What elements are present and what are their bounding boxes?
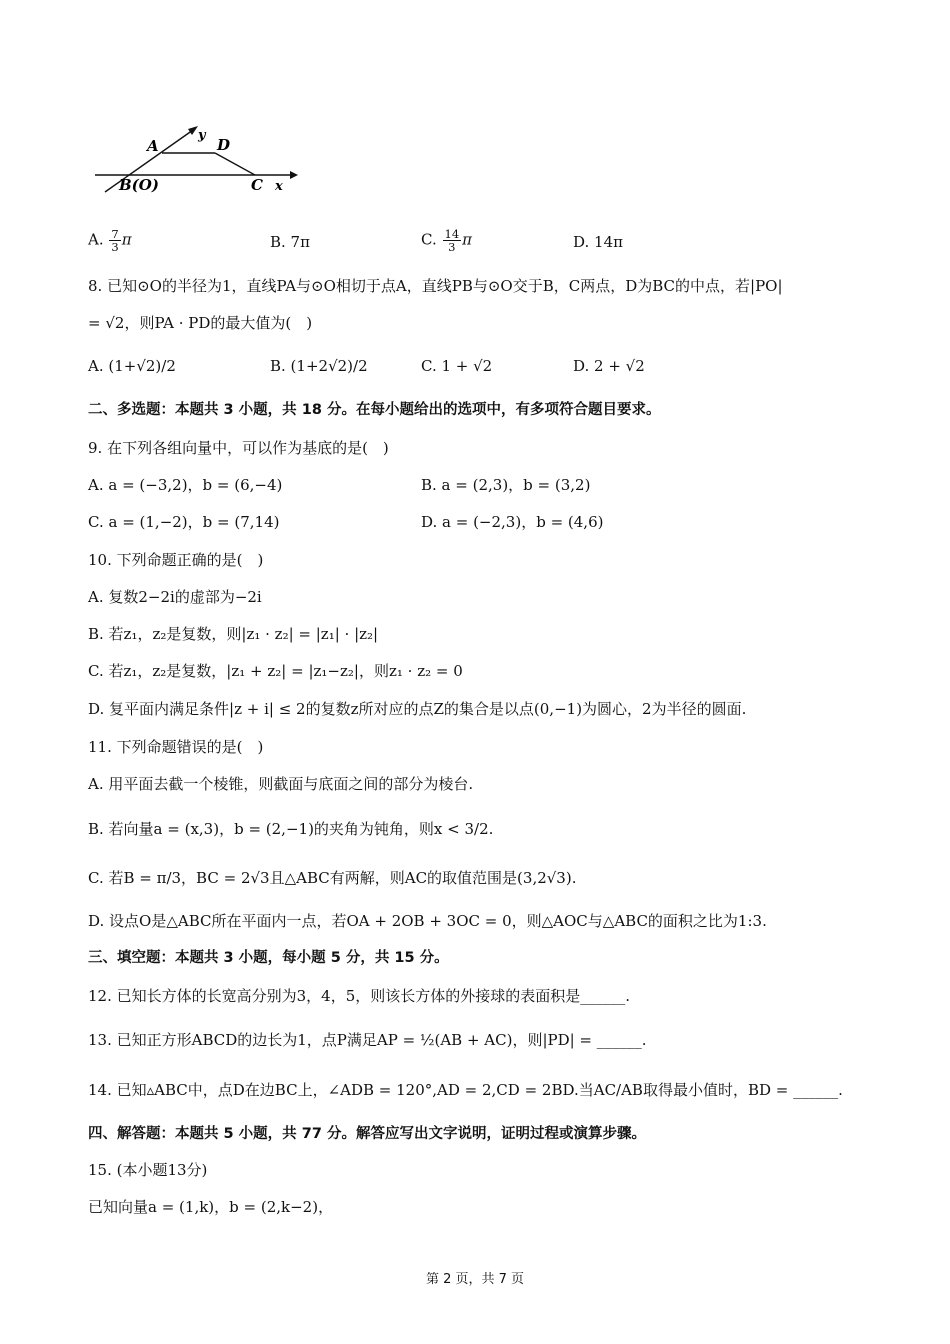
q8-option-d[interactable]: D. 2 + √2 — [573, 357, 645, 375]
segment-DC — [215, 153, 255, 175]
q10-option-d[interactable]: D. 复平面内满足条件|z + i| ≤ 2的复数z所对应的点Z的集合是以点(0,−1)为圆心，2为半径的圆面. — [88, 700, 747, 718]
section-3-heading: 三、填空题：本题共 3 小题，每小题 5 分，共 15 分。 — [88, 950, 449, 966]
q8-option-c[interactable]: C. 1 + √2 — [421, 357, 493, 375]
q8-option-b[interactable]: B. (1+2√2)/2 — [270, 357, 368, 375]
label-x: x — [275, 179, 283, 194]
page-footer: 第 2 页，共 7 页 — [425, 1272, 525, 1287]
q13-stem: 13. 已知正方形ABCD的边长为1，点P满足AP = ½(AB + AC)，则|PD| = ______. — [88, 1031, 647, 1049]
q14-stem: 14. 已知▵ABC中，点D在边BC上，∠ADB = 120°,AD = 2,CD = 2BD.当AC/AB取得最小值时，BD = ______. — [88, 1081, 843, 1099]
q12-stem: 12. 已知长方体的长宽高分别为3，4，5，则该长方体的外接球的表面积是______. — [88, 987, 631, 1005]
label-BO: B(O) — [119, 176, 159, 194]
q10-option-a[interactable]: A. 复数2−2i的虚部为−2i — [88, 588, 262, 606]
trapezoid-figure — [95, 122, 300, 202]
label-C: C — [251, 176, 263, 194]
q15-stem: 已知向量a = (1,k)，b = (2,k−2)， — [88, 1198, 334, 1216]
section-2-heading: 二、多选题：本题共 3 小题，共 18 分。在每小题给出的选项中，有多项符合题目要求。 — [88, 402, 661, 418]
y-axis-arrow — [188, 126, 198, 135]
q9-option-a[interactable]: A. a = (−3,2)，b = (6,−4) — [88, 476, 283, 494]
q9-option-b[interactable]: B. a = (2,3)，b = (3,2) — [421, 476, 591, 494]
q10-option-c[interactable]: C. 若z₁，z₂是复数，|z₁ + z₂| = |z₁−z₂|，则z₁ · z₂ = 0 — [88, 662, 463, 680]
q9-option-d[interactable]: D. a = (−2,3)，b = (4,6) — [421, 513, 604, 531]
q8-option-a[interactable]: A. (1+√2)/2 — [88, 357, 176, 375]
q9-option-c[interactable]: C. a = (1,−2)，b = (7,14) — [88, 513, 280, 531]
x-axis-arrow — [290, 171, 298, 179]
label-y: y — [198, 128, 206, 143]
label-D: D — [217, 136, 231, 154]
section-4-heading: 四、解答题：本题共 5 小题，共 77 分。解答应写出文字说明，证明过程或演算步骤。 — [88, 1126, 646, 1142]
q8-stem-line2: = √2，则PA · PD的最大值为( ) — [88, 314, 313, 332]
q8-stem-line1: 8. 已知⊙O的半径为1，直线PA与⊙O相切于点A，直线PB与⊙O交于B，C两点，D为BC的中点，若|PO| — [88, 277, 783, 295]
q10-stem: 10. 下列命题正确的是( ) — [88, 551, 264, 569]
label-A: A — [147, 137, 159, 155]
q9-stem: 9. 在下列各组向量中，可以作为基底的是( ) — [88, 439, 389, 457]
q7-option-d[interactable]: D. 14π — [573, 233, 623, 251]
q7-option-b[interactable]: B. 7π — [270, 233, 310, 251]
q11-option-d[interactable]: D. 设点O是△ABC所在平面内一点，若OA + 2OB + 3OC = 0，则△AOC与△ABC的面积之比为1:3. — [88, 912, 767, 930]
q11-option-a[interactable]: A. 用平面去截一个棱锥，则截面与底面之间的部分为棱台. — [88, 775, 474, 793]
q7-option-c[interactable]: C. $\frac{14}{3}$ π — [421, 227, 472, 254]
q15-title: 15. (本小题13分) — [88, 1161, 208, 1179]
q11-option-c[interactable]: C. 若B = π/3，BC = 2√3且△ABC有两解，则AC的取值范围是(3,2√3). — [88, 869, 577, 887]
q10-option-b[interactable]: B. 若z₁，z₂是复数，则|z₁ · z₂| = |z₁| · |z₂| — [88, 625, 379, 643]
q7-option-a[interactable]: A. $\frac{7}{3}$ π — [88, 227, 132, 254]
q11-stem: 11. 下列命题错误的是( ) — [88, 738, 264, 756]
q11-option-b[interactable]: B. 若向量a = (x,3)，b = (2,−1)的夹角为钝角，则x < 3/2. — [88, 820, 494, 838]
